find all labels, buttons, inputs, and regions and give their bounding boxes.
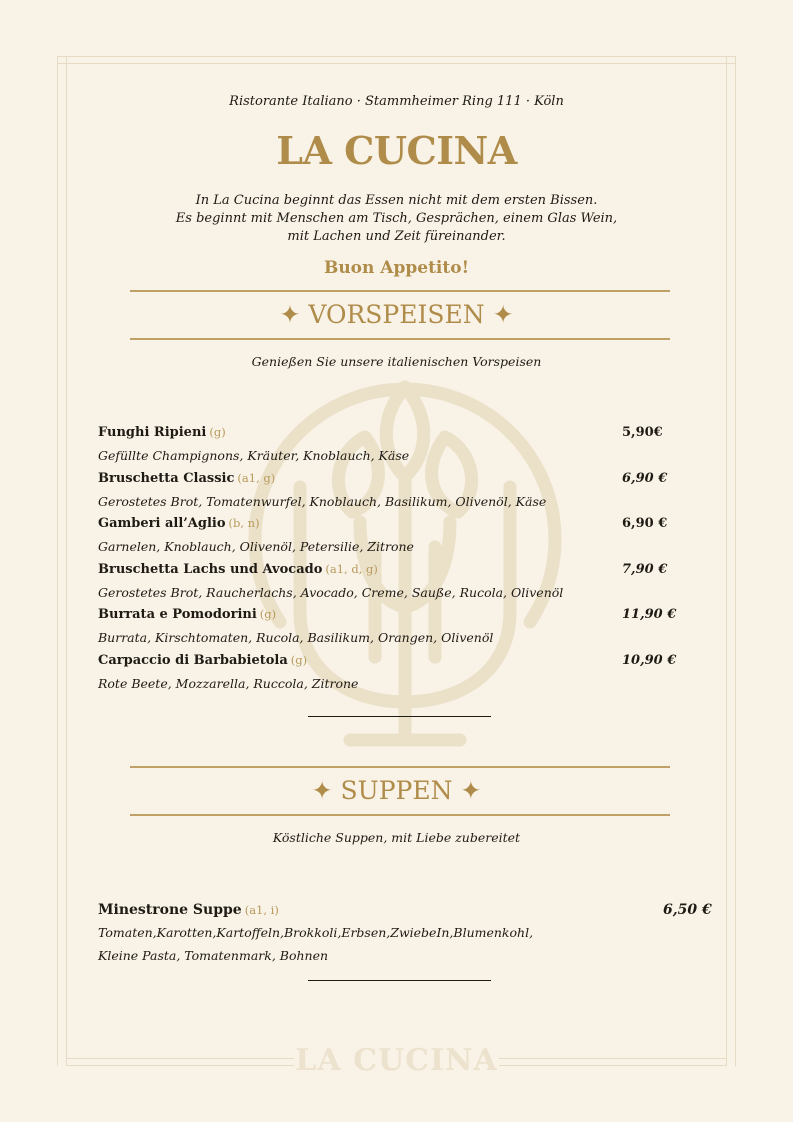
allergen-codes: (a1, d, g): [325, 562, 378, 576]
section-subtitle-vorspeisen: Genießen Sie unsere italienischen Vorspeisen: [251, 354, 542, 369]
section-rule-bottom: [130, 338, 670, 340]
menu-item-price: 10,90 €: [622, 653, 677, 668]
menu-item-price: 6,90 €: [622, 516, 668, 531]
menu-item-name: Minestrone Suppe (a1, i): [98, 902, 279, 918]
menu-item-price: 6,50 €: [663, 902, 712, 918]
menu-item-price: 6,90 €: [622, 471, 668, 486]
intro-line: mit Lachen und Zeit füreinander.: [287, 229, 506, 244]
menu-item-price: 7,90 €: [622, 562, 668, 577]
menu-item-price: 11,90 €: [622, 607, 677, 622]
menu-item-description: Gerostetes Brot, Tomatenwurfel, Knoblauch, Basilikum, Olivenöl, Käse: [98, 494, 547, 509]
allergen-codes: (g): [290, 653, 308, 667]
footer-brand: LA CUCINA: [295, 1043, 498, 1078]
menu-item-description: Rote Beete, Mozzarella, Ruccola, Zitrone: [98, 676, 359, 691]
restaurant-name: LA CUCINA: [276, 128, 517, 173]
allergen-codes: (g): [209, 425, 226, 439]
allergen-codes: (g): [259, 607, 277, 621]
menu-item-description: Burrata, Kirschtomaten, Rucola, Basilikum, Orangen, Olivenöl: [98, 630, 494, 645]
section-title-vorspeisen: ✦ VORSPEISEN ✦: [279, 300, 514, 329]
intro-text: [0, 192, 793, 246]
section-subtitle-suppen: Köstliche Suppen, mit Liebe zubereitet: [272, 830, 521, 845]
menu-item-name: Gamberi all’Aglio (b, n): [98, 516, 260, 531]
intro-line: Es beginnt mit Menschen am Tisch, Gesprächen, einem Glas Wein,: [175, 211, 618, 226]
menu-item-description: Gefüllte Champignons, Kräuter, Knoblauch, Käse: [98, 448, 410, 463]
menu-item-name: Burrata e Pomodorini (g): [98, 607, 277, 622]
menu-item-name: Funghi Ripieni (g): [98, 425, 226, 440]
allergen-codes: (a1, g): [237, 471, 276, 485]
menu-item-name: Carpaccio di Barbabietola (g): [98, 653, 308, 668]
menu-item-description: Gerostetes Brot, Raucherlachs, Avocado, Creme, Sauße, Rucola, Olivenöl: [98, 585, 564, 600]
allergen-codes: (a1, i): [244, 903, 279, 917]
menu-item-description: Tomaten,Karotten,Kartoffeln,Brokkoli,Erbsen,ZwiebeIn,Blumenkohl,: [98, 925, 534, 940]
section-rule-top: [130, 290, 670, 292]
allergen-codes: (b, n): [228, 516, 260, 530]
menu-item-description: Kleine Pasta, Tomatenmark, Bohnen: [98, 948, 329, 963]
section-title-suppen: ✦ SUPPEN ✦: [311, 776, 482, 805]
section-end-divider: [308, 716, 491, 717]
frame-top-border: [57, 56, 736, 64]
menu-item-description: Garnelen, Knoblauch, Olivenöl, Petersilie, Zitrone: [98, 539, 414, 554]
section-rule-top: [130, 766, 670, 768]
menu-item-price: 5,90€: [622, 425, 663, 440]
section-rule-bottom: [130, 814, 670, 816]
greeting: Buon Appetito!: [323, 258, 470, 278]
intro-line: In La Cucina beginnt das Essen nicht mit dem ersten Bissen.: [195, 193, 598, 208]
section-end-divider: [308, 980, 491, 981]
menu-item-name: Bruschetta Lachs und Avocado (a1, d, g): [98, 562, 378, 577]
restaurant-address: Ristorante Italiano · Stammheimer Ring 111 · Köln: [229, 94, 564, 109]
menu-item-name: Bruschetta Classic (a1, g): [98, 471, 276, 486]
